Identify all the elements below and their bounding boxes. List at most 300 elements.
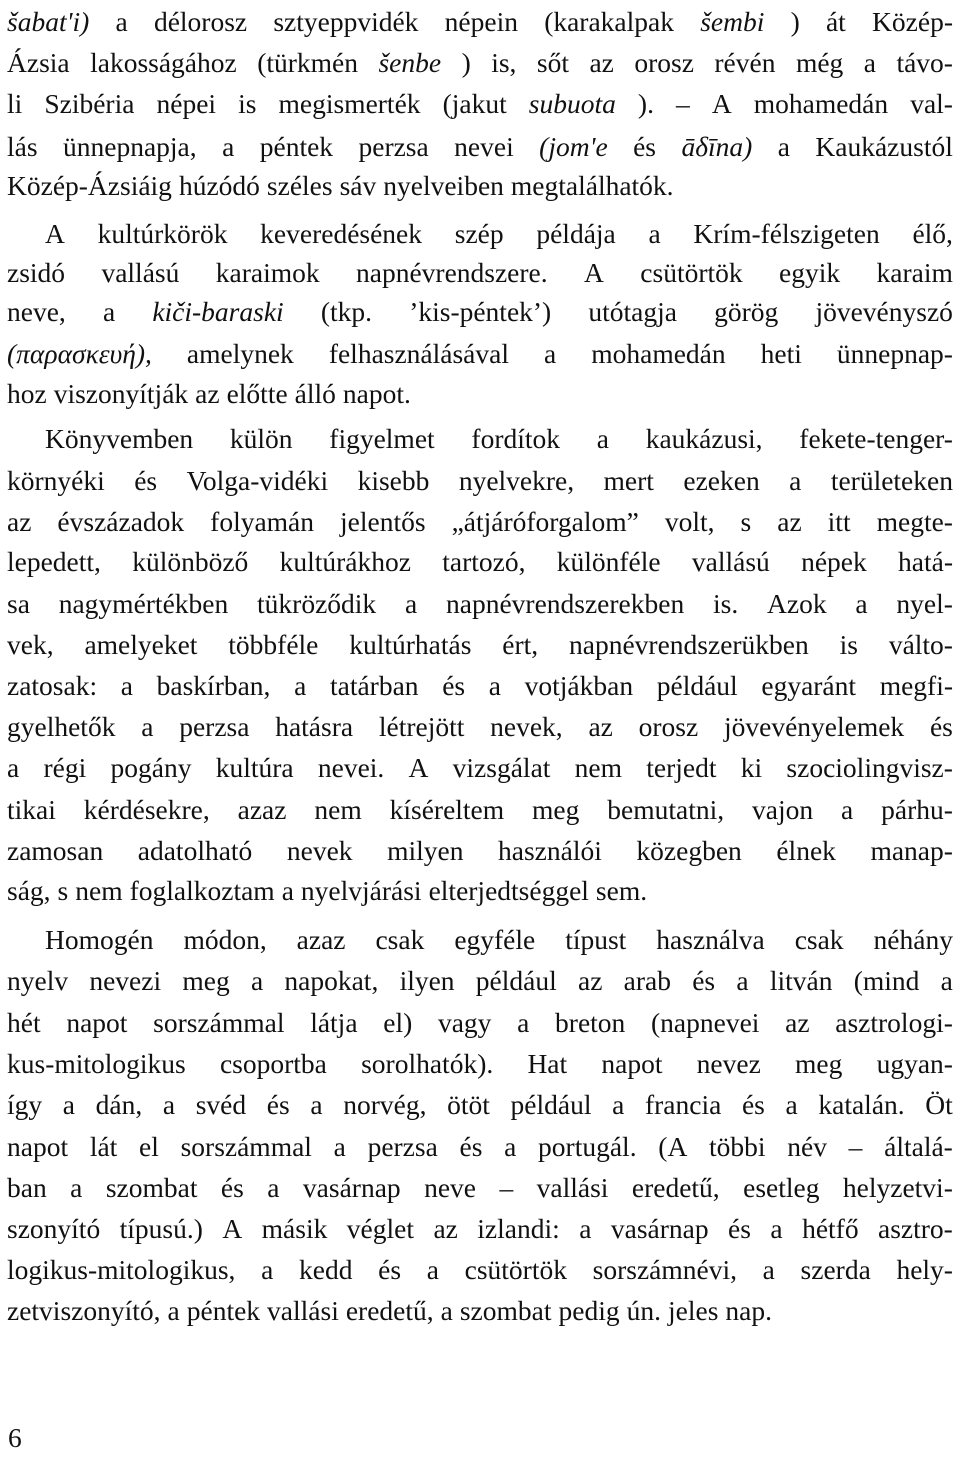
word: gyelhetők <box>7 711 116 742</box>
text-line <box>7 164 953 208</box>
text-line <box>7 372 953 416</box>
word: létrejött <box>378 711 465 742</box>
text-line <box>7 540 953 584</box>
word: (napnevei <box>651 1007 760 1038</box>
word: nyelv <box>7 965 69 996</box>
word: kultúrákhoz <box>279 546 411 577</box>
word: Homogén <box>45 924 154 955</box>
word: lakosságához <box>90 47 237 78</box>
text-line <box>7 125 953 169</box>
word: helyzetvi- <box>842 1172 953 1203</box>
word: a <box>281 875 294 906</box>
word: a <box>762 1254 775 1285</box>
word: évszázadok <box>57 506 185 537</box>
word: amelynek <box>186 338 294 369</box>
word: logikus-mitologikus, <box>7 1254 236 1285</box>
word: esetleg <box>743 1172 820 1203</box>
text-line <box>7 0 953 44</box>
word: a <box>404 588 418 619</box>
text-line <box>7 788 953 832</box>
text-line <box>7 1289 953 1333</box>
word: norvég, <box>343 1089 427 1120</box>
word: manap- <box>870 835 953 866</box>
word: görög <box>714 296 779 327</box>
word: különféle <box>556 546 661 577</box>
word: (jom'e <box>539 131 608 162</box>
word: távo- <box>896 47 953 78</box>
word: Krím-félszigeten <box>693 218 880 249</box>
word: napot <box>601 1048 663 1079</box>
word: sorszámmal <box>180 1131 312 1162</box>
word: és <box>220 1172 244 1203</box>
word: litván <box>769 965 833 996</box>
word: pedig <box>558 1295 620 1326</box>
word: sztyeppvidék <box>273 6 419 37</box>
word: szonyító <box>7 1213 101 1244</box>
word: is <box>238 88 257 119</box>
word: karaimok <box>215 257 320 288</box>
word: (παρασκευή), <box>7 338 152 369</box>
word: délorosz <box>153 6 248 37</box>
word: ért, <box>502 629 539 660</box>
word: hét <box>7 1007 41 1038</box>
word: šabat'i) <box>7 6 90 37</box>
word: (jakut <box>442 88 507 119</box>
word: napokat, <box>284 965 379 996</box>
word: péntek <box>259 131 334 162</box>
word: a <box>120 670 133 701</box>
word: hatásra <box>275 711 354 742</box>
word: az <box>777 506 802 537</box>
word: heti <box>760 338 802 369</box>
word: egyaránt <box>761 670 857 701</box>
word: ugyan- <box>876 1048 953 1079</box>
word: šembi <box>700 6 765 37</box>
text-line <box>7 705 953 749</box>
word: szép <box>454 218 504 249</box>
word: eredetű, <box>345 1295 434 1326</box>
word: csütörtök <box>464 1254 567 1285</box>
word: a <box>440 1295 453 1326</box>
word: nyelvekre, <box>458 465 575 496</box>
word: és <box>459 1131 483 1162</box>
word: sem. <box>595 875 648 906</box>
word: néhány <box>873 924 953 955</box>
word: az <box>785 1007 810 1038</box>
word: szerda <box>800 1254 871 1285</box>
text-line <box>7 417 953 461</box>
word: egyik <box>779 257 841 288</box>
word: többféle <box>228 629 319 660</box>
word: népein <box>444 6 518 37</box>
word: arab <box>623 965 671 996</box>
word: kisebb <box>357 465 430 496</box>
word: nevek <box>286 835 353 866</box>
word: típust <box>565 924 627 955</box>
word: kiči-baraski <box>152 296 284 327</box>
word: – <box>848 1131 863 1162</box>
word: vasárnap <box>302 1172 401 1203</box>
word: vizsgálat <box>452 752 551 783</box>
word: sorolhatók). <box>361 1048 494 1079</box>
word: zetviszonyító, <box>7 1295 161 1326</box>
text-line <box>7 459 953 503</box>
word: Kaukázustól <box>815 131 953 162</box>
word: és <box>728 1213 751 1244</box>
word: perzsa <box>367 1131 438 1162</box>
word: nevei. <box>317 752 385 783</box>
word: a <box>770 1213 783 1244</box>
word: népek <box>801 546 867 577</box>
word: perzsa <box>179 711 250 742</box>
word: így <box>7 1089 43 1120</box>
word: sorszámmal <box>153 1007 285 1038</box>
word: kérdésekre, <box>83 794 210 825</box>
word: élő, <box>912 218 953 249</box>
word: szombat <box>459 1295 552 1326</box>
word: és <box>741 1089 765 1120</box>
word: még <box>795 47 844 78</box>
text-line <box>7 1125 953 1169</box>
word: péntek <box>186 1295 261 1326</box>
word: ság, <box>7 875 51 906</box>
word: vallású <box>101 257 180 288</box>
word: megte- <box>876 506 953 537</box>
word: breton <box>555 1007 626 1038</box>
word: milyen <box>387 835 464 866</box>
text-line <box>7 829 953 873</box>
word: a <box>863 47 876 78</box>
text-line <box>7 1042 953 1086</box>
word: a <box>267 1172 280 1203</box>
word: Ázsia <box>7 47 70 78</box>
word: például <box>656 670 738 701</box>
word: használva <box>656 924 765 955</box>
word: el <box>139 1131 159 1162</box>
word: perzsa <box>358 131 429 162</box>
word: dán, <box>95 1089 143 1120</box>
word: megfi- <box>879 670 953 701</box>
word: a <box>488 670 501 701</box>
text-line <box>7 41 953 85</box>
word: utótagja <box>588 296 677 327</box>
word: svéd <box>195 1089 247 1120</box>
word: ilyen <box>399 965 455 996</box>
word: li <box>7 88 23 119</box>
text-line <box>7 251 953 295</box>
word: (A <box>658 1131 688 1162</box>
word: a <box>544 338 557 369</box>
word: felhasználásával <box>328 338 509 369</box>
word: jövevényszó <box>815 296 953 327</box>
word: meg <box>182 965 230 996</box>
word: húzódó <box>178 170 260 201</box>
word: a <box>855 588 868 619</box>
word: az <box>577 965 603 996</box>
word: egyféle <box>454 924 536 955</box>
word: izlandi: <box>477 1213 560 1244</box>
word: s <box>740 506 752 537</box>
word: a <box>789 465 802 496</box>
word: (karakalpak <box>544 6 674 37</box>
word: tartozó, <box>442 546 526 577</box>
word: azaz <box>296 924 346 955</box>
word: sa <box>7 588 30 619</box>
word: val- <box>910 88 953 119</box>
word: ban <box>7 1172 47 1203</box>
word: a <box>785 1089 798 1120</box>
word: el) <box>383 1007 413 1038</box>
word: A <box>711 88 732 119</box>
text-line <box>7 623 953 667</box>
word: pogány <box>110 752 192 783</box>
word: másik <box>261 1213 328 1244</box>
word: csütörtök <box>640 257 743 288</box>
word: a <box>167 1295 180 1326</box>
word: szombat <box>105 1172 198 1203</box>
word: az <box>195 378 220 409</box>
word: nevezi <box>89 965 162 996</box>
word: használói <box>498 835 602 866</box>
word: területeken <box>830 465 953 496</box>
word: terjedt <box>646 752 717 783</box>
word: vek, <box>7 629 54 660</box>
word: név <box>787 1131 827 1162</box>
word: és <box>266 1089 290 1120</box>
word: is, <box>491 47 517 78</box>
word: „átjáróforgalom” <box>451 506 639 537</box>
word: mohamedán <box>591 338 726 369</box>
word: széles <box>266 170 333 201</box>
text-line <box>7 332 953 376</box>
word: tikai <box>7 794 56 825</box>
word: nevez <box>696 1048 761 1079</box>
word: Volga-vidéki <box>186 465 329 496</box>
word: kultúrhatás <box>349 629 472 660</box>
text-line <box>7 959 953 1003</box>
word: vallási <box>536 1172 609 1203</box>
word: lás <box>7 131 38 162</box>
word: a <box>310 1089 323 1120</box>
text-line <box>7 869 953 913</box>
word: nevek, <box>490 711 563 742</box>
word: régi <box>43 752 87 783</box>
text-line <box>7 582 953 626</box>
word: szociolingvisz- <box>786 752 953 783</box>
word: látja <box>310 1007 358 1038</box>
word: A <box>222 1213 243 1244</box>
word: kus-mitologikus <box>7 1048 186 1079</box>
word: lát <box>89 1131 118 1162</box>
word: népei <box>156 88 217 119</box>
word: típusú.) <box>119 1213 203 1244</box>
word: subuota <box>528 88 616 119</box>
word: šenbe <box>378 47 442 78</box>
word: meg <box>795 1048 843 1079</box>
word: kultúrkörök <box>97 218 228 249</box>
word: sáv <box>339 170 377 201</box>
word: asztro- <box>878 1213 953 1244</box>
word: Hat <box>527 1048 568 1079</box>
word: és <box>929 711 953 742</box>
word: általá- <box>884 1131 953 1162</box>
word: a <box>250 965 264 996</box>
word: a <box>648 218 661 249</box>
text-line <box>7 212 953 256</box>
word: votjákban <box>524 670 634 701</box>
word: neve <box>424 1172 477 1203</box>
word: sorszámnévi, <box>592 1254 737 1285</box>
word: előtte <box>226 378 288 409</box>
word: a <box>141 711 154 742</box>
word: példája <box>536 218 616 249</box>
word: fekete-tenger- <box>799 423 953 454</box>
word: orosz <box>638 711 699 742</box>
text-line <box>7 1248 953 1292</box>
word: ünnepnapja, <box>63 131 197 162</box>
word: viszonyítják <box>53 378 189 409</box>
word: lepedett, <box>7 546 101 577</box>
word: a <box>940 965 953 996</box>
word: mert <box>603 465 654 496</box>
word: többi <box>709 1131 766 1162</box>
word: a <box>62 1089 75 1120</box>
word: mohamedán <box>753 88 889 119</box>
word: azaz <box>237 794 287 825</box>
word: vasárnap <box>610 1213 709 1244</box>
word: jelentős <box>340 506 426 537</box>
word: eredetű, <box>631 1172 720 1203</box>
word: a <box>222 131 235 162</box>
word: csak <box>375 924 425 955</box>
word: a <box>736 965 749 996</box>
word: a <box>261 1254 274 1285</box>
word: keveredésének <box>260 218 423 249</box>
word: például <box>475 965 557 996</box>
word: amelyeket <box>84 629 198 660</box>
word: zamosan <box>7 835 104 866</box>
word: ünnepnap- <box>836 338 953 369</box>
word: Öt <box>925 1089 953 1120</box>
word: meg <box>532 794 580 825</box>
word: át <box>825 6 846 37</box>
word: nem <box>314 794 362 825</box>
word: megtalálhatók. <box>510 170 674 201</box>
word: környéki <box>7 465 105 496</box>
word: kaukázusi, <box>645 423 763 454</box>
word: Azok <box>767 588 827 619</box>
word: és <box>134 465 158 496</box>
word: megismerték <box>278 88 421 119</box>
word: nem <box>574 752 623 783</box>
word: āδīna) <box>681 131 753 162</box>
word: a <box>517 1007 530 1038</box>
word: francia <box>644 1089 722 1120</box>
word: sőt <box>536 47 569 78</box>
word: (türkmén <box>257 47 358 78</box>
word: a <box>504 1131 517 1162</box>
word: napot <box>7 1131 69 1162</box>
word: ezeken <box>683 465 760 496</box>
word: is. <box>713 588 739 619</box>
word: és <box>692 965 716 996</box>
word: az <box>433 1213 458 1244</box>
word: válto- <box>888 629 953 660</box>
word: a <box>102 296 116 327</box>
word: napnévrendszere. <box>356 257 548 288</box>
word: ki <box>740 752 763 783</box>
word: (tkp. <box>320 296 373 327</box>
text-line <box>7 82 953 126</box>
word: módon, <box>183 924 267 955</box>
word: a <box>70 1172 83 1203</box>
word: kultúra <box>215 752 294 783</box>
page-number: 6 <box>8 1422 22 1453</box>
word: ’kis-péntek’) <box>409 296 552 327</box>
word: baskírban, <box>156 670 271 701</box>
word: vallási <box>267 1295 339 1326</box>
word: napnévrendszerükben <box>569 629 809 660</box>
text-line <box>7 500 953 544</box>
word: zsidó <box>7 257 66 288</box>
word: karaim <box>876 257 953 288</box>
word: volt, <box>664 506 715 537</box>
word: kedd <box>298 1254 353 1285</box>
word: elterjedtséggel <box>428 875 589 906</box>
word: itt <box>827 506 851 537</box>
word: vajon <box>752 794 814 825</box>
word: a <box>7 752 20 783</box>
word: tatárban <box>329 670 419 701</box>
word: a <box>612 1089 625 1120</box>
text-line <box>7 1083 953 1127</box>
word: adatolható <box>137 835 253 866</box>
word: katalán. <box>818 1089 905 1120</box>
text-line <box>7 918 953 962</box>
word: folyamán <box>210 506 315 537</box>
word: orosz <box>634 47 694 78</box>
word: párhu- <box>881 794 953 825</box>
word: ) <box>461 47 471 78</box>
word: nem <box>75 875 123 906</box>
text-line <box>7 1166 953 1210</box>
text-line <box>7 746 953 790</box>
word: napnévrendszerekben <box>446 588 685 619</box>
word: a <box>777 131 790 162</box>
word: és <box>633 131 657 162</box>
word: jeles <box>668 1295 719 1326</box>
word: s <box>57 875 69 906</box>
word: az <box>588 711 613 742</box>
word: a <box>115 6 128 37</box>
word: ún. <box>626 1295 661 1326</box>
word: nagymértékben <box>58 588 229 619</box>
word: Közép-Ázsiáig <box>7 170 172 201</box>
word: hatá- <box>898 546 953 577</box>
word: külön <box>229 423 293 454</box>
word: – <box>499 1172 514 1203</box>
word: nap. <box>725 1295 772 1326</box>
word: csak <box>794 924 844 955</box>
word: és <box>442 670 466 701</box>
word: A <box>408 752 429 783</box>
word: A <box>584 257 604 288</box>
word: a <box>333 1131 346 1162</box>
word: Könyvemben <box>45 423 194 454</box>
word: az <box>7 506 32 537</box>
word: a <box>294 670 307 701</box>
word: Szibéria <box>44 88 135 119</box>
